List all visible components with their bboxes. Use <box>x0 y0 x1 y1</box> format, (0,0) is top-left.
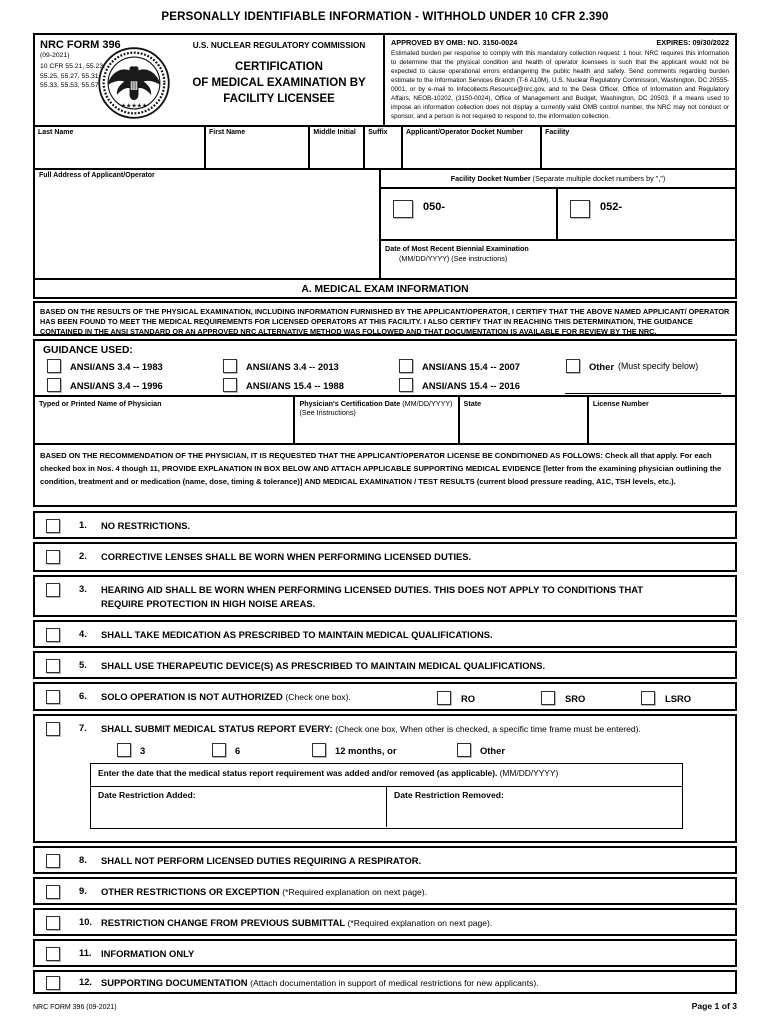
nrc-eagle-seal-icon <box>97 46 171 120</box>
guidance-other-note: (Must specify below) <box>618 361 699 371</box>
last-name-label: Last Name <box>38 129 74 136</box>
restriction-2-label: CORRECTIVE LENSES SHALL BE WORN WHEN PERFORMING LICENSED DUTIES. <box>101 551 472 562</box>
restriction-item-8 <box>33 846 737 874</box>
biennial-exam-date-label: Date of Most Recent Biennial Examination <box>385 244 529 253</box>
restriction-9-number: 9. <box>79 885 87 896</box>
pii-withhold-header: PERSONALLY IDENTIFIABLE INFORMATION - WITHHOLD UNDER 10 CFR 2.390 <box>161 11 609 23</box>
physician-state-label: State <box>463 399 482 408</box>
restriction-9-note: (*Required explanation on next page). <box>282 887 428 897</box>
guidance-used-label: GUIDANCE USED: <box>43 345 133 356</box>
agency-name: U.S. NUCLEAR REGULATORY COMMISSION <box>192 41 366 50</box>
restriction-2-checkbox[interactable] <box>46 550 60 564</box>
restriction-4-label: SHALL TAKE MEDICATION AS PRESCRIBED TO MAINTAIN MEDICAL QUALIFICATIONS. <box>101 629 493 640</box>
physician-state-field[interactable] <box>460 397 589 443</box>
footer-page-number: Page 1 of 3 <box>691 1001 737 1011</box>
physician-date-instructions-note: (See Instructions) <box>299 408 356 417</box>
restriction-7-note: (Check one box, When other is checked, a specific time frame must be entered). <box>335 724 641 734</box>
restriction-1-label: NO RESTRICTIONS. <box>101 520 191 531</box>
restriction-10-note: (*Required explanation on next page). <box>347 918 493 928</box>
restriction-8-number: 8. <box>79 854 87 865</box>
facility-docket-header <box>381 170 735 189</box>
restriction-10-number: 10. <box>79 916 93 927</box>
guidance-option-ansi-3-4-1996[interactable]: ANSI/ANS 3.4 -- 1996 <box>47 378 163 392</box>
footer-form-number: NRC FORM 396 (09-2021) <box>33 1004 117 1011</box>
middle-initial-label: Middle Initial <box>313 129 356 136</box>
restriction-9-checkbox[interactable] <box>46 885 60 899</box>
address-docket-block <box>33 168 737 280</box>
form-header-left <box>35 35 383 125</box>
guidance-1996-checkbox[interactable] <box>47 378 61 392</box>
last-name-field[interactable] <box>35 127 206 168</box>
restriction-7-number: 7. <box>79 722 87 733</box>
docket-050-field[interactable] <box>381 189 558 239</box>
restriction-12-note: (Attach documentation in support of medical restrictions for new applicants). <box>250 978 539 988</box>
date-restriction-removed-label: Date Restriction Removed: <box>394 790 504 800</box>
applicant-docket-number-field[interactable] <box>403 127 542 168</box>
guidance-other-checkbox[interactable] <box>566 359 580 373</box>
physician-certification-date-field[interactable] <box>295 397 459 443</box>
form-number: NRC FORM 396 <box>40 39 121 51</box>
physician-name-label: Typed or Printed Name of Physician <box>39 399 162 408</box>
solo-lsro-option[interactable]: LSRO <box>641 691 691 705</box>
report-12-months-checkbox[interactable] <box>312 743 326 757</box>
restriction-11-checkbox[interactable] <box>46 947 60 961</box>
restriction-item-2 <box>33 542 737 572</box>
guidance-option-ansi-15-4-1988[interactable]: ANSI/ANS 15.4 -- 1988 <box>223 378 344 392</box>
restriction-9-label: OTHER RESTRICTIONS OR EXCEPTION <box>101 886 280 897</box>
restriction-10-checkbox[interactable] <box>46 916 60 930</box>
restriction-6-note: (Check one box). <box>285 692 351 702</box>
guidance-2007-checkbox[interactable] <box>399 359 413 373</box>
restriction-12-checkbox[interactable] <box>46 976 60 990</box>
restriction-3-checkbox[interactable] <box>46 583 60 597</box>
guidance-option-ansi-15-4-2007[interactable]: ANSI/ANS 15.4 -- 2007 <box>399 359 520 373</box>
biennial-exam-date-note: (MM/DD/YYYY) (See instructions) <box>399 254 508 263</box>
restriction-item-10 <box>33 908 737 936</box>
guidance-2013-checkbox[interactable] <box>223 359 237 373</box>
omb-approved: APPROVED BY OMB: NO. 3150-0024 <box>390 38 518 47</box>
physician-name-field[interactable] <box>35 397 295 443</box>
restriction-item-11 <box>33 939 737 967</box>
restriction-8-label: SHALL NOT PERFORM LICENSED DUTIES REQUIRING A RESPIRATOR. <box>101 855 422 866</box>
suffix-label: Suffix <box>368 129 388 136</box>
restriction-item-12 <box>33 970 737 994</box>
certification-statement: BASED ON THE RESULTS OF THE PHYSICAL EXAMINATION, INCLUDING INFORMATION FURNISHED BY THE APPLICANT/OPERATOR, I CERTIFY THAT THE ABOVE NAMED APPLICANT/ OPERATOR HAS BEEN FOUND TO MEET THE MEDICAL REQUIREMENTS FOR LICENSED OPERATORS AT THIS FACILITY. I ALSO CERTIFY THAT IN REACHING THIS DETERMINATION, THE GUIDANCE CONTAINED IN THE ANSI STANDARD OR AN APPROVED NRC ALTERNATIVE METHOD WAS FOLLOWED AND THAT DOCUMENTATION IS AVAILABLE FOR REVIEW BY THE NRC. <box>33 301 737 336</box>
first-name-field[interactable] <box>206 127 310 168</box>
guidance-option-ansi-15-4-2016[interactable]: ANSI/ANS 15.4 -- 2016 <box>399 378 520 392</box>
date-restriction-added-label: Date Restriction Added: <box>98 790 196 800</box>
report-6-checkbox[interactable] <box>212 743 226 757</box>
report-every-6-option[interactable]: 6 <box>212 743 240 757</box>
solo-lsro-checkbox[interactable] <box>641 691 655 705</box>
restriction-item-9 <box>33 877 737 905</box>
restriction-6-label: SOLO OPERATION IS NOT AUTHORIZED <box>101 691 283 702</box>
restriction-6-number: 6. <box>79 690 87 701</box>
restriction-12-label: SUPPORTING DOCUMENTATION <box>101 977 248 988</box>
restriction-7-label: SHALL SUBMIT MEDICAL STATUS REPORT EVERY: <box>101 723 333 734</box>
physician-row <box>33 395 737 445</box>
restriction-5-checkbox[interactable] <box>46 659 60 673</box>
guidance-option-ansi-3-4-2013[interactable]: ANSI/ANS 3.4 -- 2013 <box>223 359 339 373</box>
restriction-11-label: INFORMATION ONLY <box>101 948 195 959</box>
restriction-item-3 <box>33 575 737 617</box>
solo-sro-option[interactable]: SRO <box>541 691 585 705</box>
restriction-11-number: 11. <box>79 947 92 958</box>
svg-text:★★★★★: ★★★★★ <box>120 103 148 110</box>
facility-docket-note: (Separate multiple docket numbers by ",") <box>532 174 666 183</box>
applicant-name-row <box>33 125 737 170</box>
restriction-item-1 <box>33 511 737 539</box>
nrc-form-396 <box>33 33 737 1011</box>
physician-date-format-note: (MM/DD/YYYY) <box>402 399 453 408</box>
solo-ro-option[interactable]: RO <box>437 691 475 705</box>
solo-sro-checkbox[interactable] <box>541 691 555 705</box>
restriction-8-checkbox[interactable] <box>46 854 60 868</box>
restriction-4-checkbox[interactable] <box>46 628 60 642</box>
restriction-7-checkbox[interactable] <box>46 722 60 736</box>
solo-ro-checkbox[interactable] <box>437 691 451 705</box>
facility-docket-boxes <box>381 189 735 241</box>
guidance-option-other[interactable]: Other (Must specify below) <box>566 359 698 373</box>
restriction-item-5 <box>33 651 737 679</box>
full-address-label: Full Address of Applicant/Operator <box>39 172 155 179</box>
form-header <box>33 33 737 127</box>
report-every-3-option[interactable]: 3 <box>117 743 145 757</box>
physician-date-label: Physician's Certification Date <box>299 399 401 408</box>
form-revision: (09-2021) <box>40 52 70 59</box>
restriction-1-checkbox[interactable] <box>46 519 60 533</box>
restriction-item-6 <box>33 682 737 711</box>
facility-docket-section <box>381 170 735 278</box>
facility-label: Facility <box>545 129 570 136</box>
restriction-item-4 <box>33 620 737 648</box>
omb-block <box>383 35 735 125</box>
omb-expires: EXPIRES: 09/30/2022 <box>656 38 729 47</box>
docket-052-label: 052- <box>600 201 623 213</box>
date-restriction-removed-field[interactable] <box>387 787 682 827</box>
guidance-1988-checkbox[interactable] <box>223 378 237 392</box>
guidance-option-ansi-3-4-1983[interactable]: ANSI/ANS 3.4 -- 1983 <box>47 359 163 373</box>
docket-050-label: 050- <box>423 201 446 213</box>
physician-license-field[interactable] <box>589 397 735 443</box>
guidance-2016-checkbox[interactable] <box>399 378 413 392</box>
facility-field[interactable] <box>542 127 735 168</box>
medical-status-date-box <box>90 763 683 829</box>
docket-052-field[interactable] <box>558 189 735 239</box>
facility-docket-label: Facility Docket Number <box>450 174 531 183</box>
restriction-3-label: HEARING AID SHALL BE WORN WHEN PERFORMING LICENSED DUTIES. THIS DOES NOT APPLY TO CONDITIONS THAT REQUIRE PROTECTION IN HIGH NOISE AREAS. <box>101 584 644 610</box>
report-3-checkbox[interactable] <box>117 743 131 757</box>
suffix-field[interactable] <box>365 127 403 168</box>
restriction-12-number: 12. <box>79 976 93 987</box>
cfr-references: 10 CFR 55.21, 55.23, 55.25, 55.27, 55.31 55.33, 55.53, 55.57. <box>40 63 105 90</box>
date-box-format-note: (MM/DD/YYYY) <box>499 768 559 778</box>
restriction-10-label: RESTRICTION CHANGE FROM PREVIOUS SUBMITTAL <box>101 917 345 928</box>
form-title: CERTIFICATION OF MEDICAL EXAMINATION BY FACILITY LICENSEE <box>192 61 366 106</box>
restriction-5-number: 5. <box>79 659 87 670</box>
docket-050-checkbox[interactable] <box>393 200 413 218</box>
restriction-2-number: 2. <box>79 550 87 561</box>
physician-license-label: License Number <box>592 399 649 408</box>
restriction-4-number: 4. <box>79 628 87 639</box>
guidance-1983-checkbox[interactable] <box>47 359 61 373</box>
full-address-field[interactable] <box>35 170 381 278</box>
recommendation-statement: BASED ON THE RECOMMENDATION OF THE PHYSICIAN, IT IS REQUESTED THAT THE APPLICANT/OPERATOR LICENSE BE CONDITIONED AS FOLLOWS: Check all that apply. For each checked box in Nos. 4 though 11, PROVIDE EXPLANATION IN BOX BELOW AND ATTACH APPLICABLE SUPPORTING MEDICAL EVIDENCE [letter from the examining physician outlining the condition, treatment and or medication (name, dose, timing & tolerance)] AND MEDICAL EXAMINATION / TEST RESULTS (current blood pressure reading, A1C, TSH levels, etc.). <box>33 443 737 507</box>
omb-burden-statement: Estimated burden per response to comply with this mandatory collection request: 1 hour. NRC requires this information to determine that the physical condition and health of operator licensees is such that the applicant would not be expected to cause operational errors endangering the public health and safety. Send comments regarding burden estimate to the Information Services Branch (T-6 A10M), U.S. Nuclear Regulatory Commission, Washington, DC 20555-0001, or by e-mail to Infocollects.Resource@nrc.gov, and to the Desk Officer, Office of Information and Regulatory Affairs, NEOB-10202, (3150-0024), Office of Management and Budget, Washington, DC 20503. If a means used to impose an information collection does not display a currently valid OMB control number, the NRC may not conduct or sponsor, and a person is not required to respond to, the information collection. <box>390 50 729 120</box>
middle-initial-field[interactable] <box>310 127 365 168</box>
first-name-label: First Name <box>209 129 246 136</box>
restriction-6-checkbox[interactable] <box>46 690 60 704</box>
date-restriction-added-field[interactable] <box>91 787 387 827</box>
applicant-docket-number-label: Applicant/Operator Docket Number <box>405 129 524 136</box>
biennial-exam-date-field[interactable] <box>381 241 735 266</box>
report-other-option[interactable]: Other <box>457 743 505 757</box>
section-a-header: A. MEDICAL EXAM INFORMATION <box>33 278 737 299</box>
restriction-1-number: 1. <box>79 519 87 530</box>
date-box-header: Enter the date that the medical status report requirement was added and/or removed (as applicable). (MM/DD/YYYY) <box>91 764 682 787</box>
report-other-checkbox[interactable] <box>457 743 471 757</box>
guidance-used-section <box>33 339 737 397</box>
guidance-other-specify-line[interactable] <box>565 392 721 394</box>
restriction-5-label: SHALL USE THERAPEUTIC DEVICE(S) AS PRESCRIBED TO MAINTAIN MEDICAL QUALIFICATIONS. <box>101 660 546 671</box>
page-footer <box>33 1001 737 1011</box>
report-every-12-months-option[interactable]: 12 months, or <box>312 743 396 757</box>
docket-052-checkbox[interactable] <box>570 200 590 218</box>
restriction-item-7 <box>33 714 737 843</box>
restriction-3-number: 3. <box>79 583 87 594</box>
